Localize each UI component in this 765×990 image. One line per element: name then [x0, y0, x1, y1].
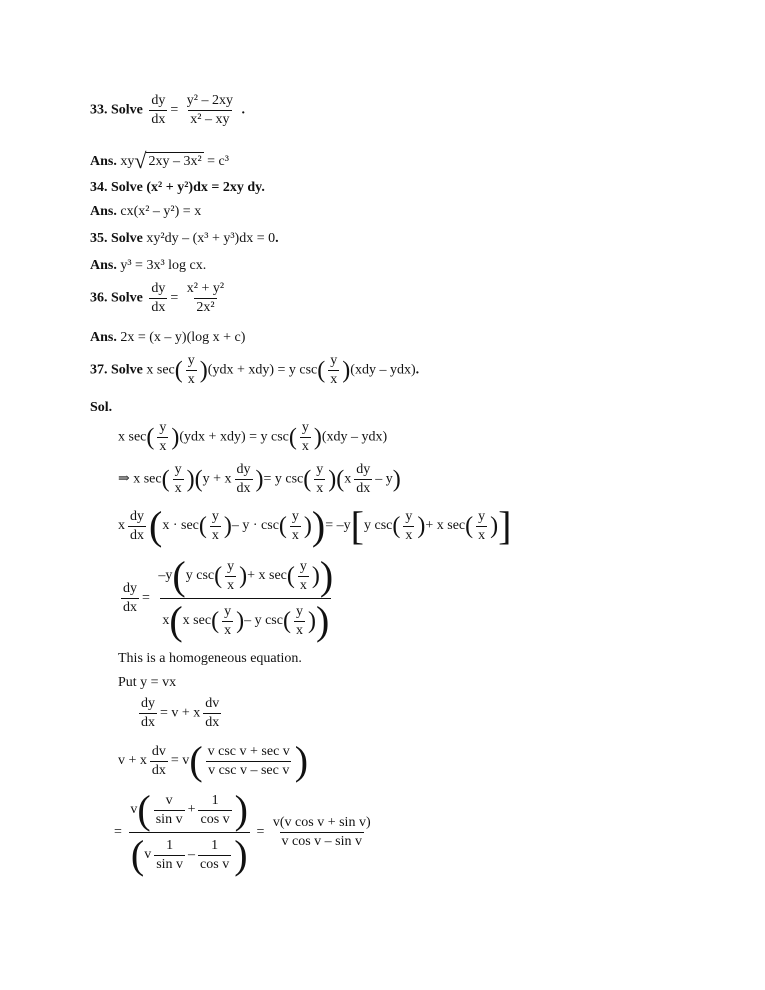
step-7-right-fraction: $\frac{\text{v(v cos v + sin v)}}{\text{v cos v – sin v}}$: [272, 815, 371, 849]
solution-step-6: v + x $\frac{dv}{dx}$ = v( $\frac{\text{v csc v + sec v}}{\text{v csc v – sec v}}$ ): [118, 738, 309, 783]
answer-33: Ans. xy√ 2xy – 3x² = c³: [90, 148, 229, 173]
substitution-text: Put y = vx: [118, 675, 177, 690]
question-37: 37. Solve x sec( $\frac{y}{x}$ )(ydx + xdy) = y csc( $\frac{y}{x}$ )(xdy – ydx).: [90, 353, 420, 387]
answer-34: Ans. cx(x² – y²) = x: [90, 204, 202, 219]
answer-36: Ans. 2x = (x – y)(log x + c): [90, 330, 246, 345]
question-34: 34. Solve (x² + y²)dx = 2xy dy.: [90, 180, 265, 195]
solution-step-3: x $\frac{dy}{dx}$ (x · sec( $\frac{y}{x}$ )– y · csc( $\frac{y}{x}$ ))= –y[y csc( $\frac{y}{x}$ )+ x sec( $\frac{y}{x}$ )]: [118, 503, 512, 548]
solution-step-5: $\frac{dy}{dx}$ = v + x $\frac{dv}{dx}$: [141, 696, 220, 730]
q33-label: 33. Solve: [90, 102, 143, 118]
solution-label: Sol.: [90, 400, 113, 415]
solution-step-1: x sec( $\frac{y}{x}$ )(ydx + xdy) = y csc( $\frac{y}{x}$ )(xdy – ydx): [118, 420, 388, 454]
question-36: 36. Solve $\frac{dy}{dx}$ = $\frac{\text{x² + y²}}{\text{2x²}}$: [90, 281, 225, 315]
q33-rhs-fraction: $\frac{\text{y² – 2xy}}{\text{x² – xy}}$: [186, 93, 233, 127]
solution-step-7: = v( $\frac{v}{\text{sin v}}$ + $\frac{1}{\text{cos v}}$ ) (v $\frac{1}{\text{sin v}}$ – $\frac{1}{\text{cos v}}$ ) = $\frac{\text{v(v cos v + sin v)}}{\text{v cos v – sin v}}$: [114, 787, 371, 877]
homogeneous-text: This is a homogeneous equation.: [118, 651, 302, 666]
step-4-big-fraction: –y(y csc( $\frac{y}{x}$ )+ x sec( $\frac{y}{x}$ )) x(x sec( $\frac{y}{x}$ )– y csc( $\frac{y}{x}$ )): [158, 553, 334, 643]
step-7-left-fraction: v( $\frac{v}{\text{sin v}}$ + $\frac{1}{\text{cos v}}$ ) (v $\frac{1}{\text{sin v}}$ – $\frac{1}{\text{cos v}}$ ): [130, 787, 248, 877]
question-33: 33. Solve $\frac{dy}{dx}$ = $\frac{\text{y² – 2xy}}{\text{x² – xy}}$ .: [90, 93, 245, 127]
question-35: 35. Solve xy²dy – (x³ + y³)dx = 0.: [90, 231, 279, 246]
solution-step-4: $\frac{dy}{dx}$ = –y(y csc( $\frac{y}{x}$ )+ x sec( $\frac{y}{x}$ )) x(x sec( $\frac{y}{x}$ )– y csc( $\frac{y}{x}$ )): [123, 553, 334, 643]
q33-lhs-fraction: $\frac{dy}{dx}$: [151, 93, 166, 127]
answer-35: Ans. y³ = 3x³ log cx.: [90, 258, 207, 273]
solution-step-2: ⇒ x sec( $\frac{y}{x}$ )(y + x $\frac{dy}{dx}$ )= y csc( $\frac{y}{x}$ )(x $\frac{dy}{dx}$ – y): [118, 462, 401, 496]
